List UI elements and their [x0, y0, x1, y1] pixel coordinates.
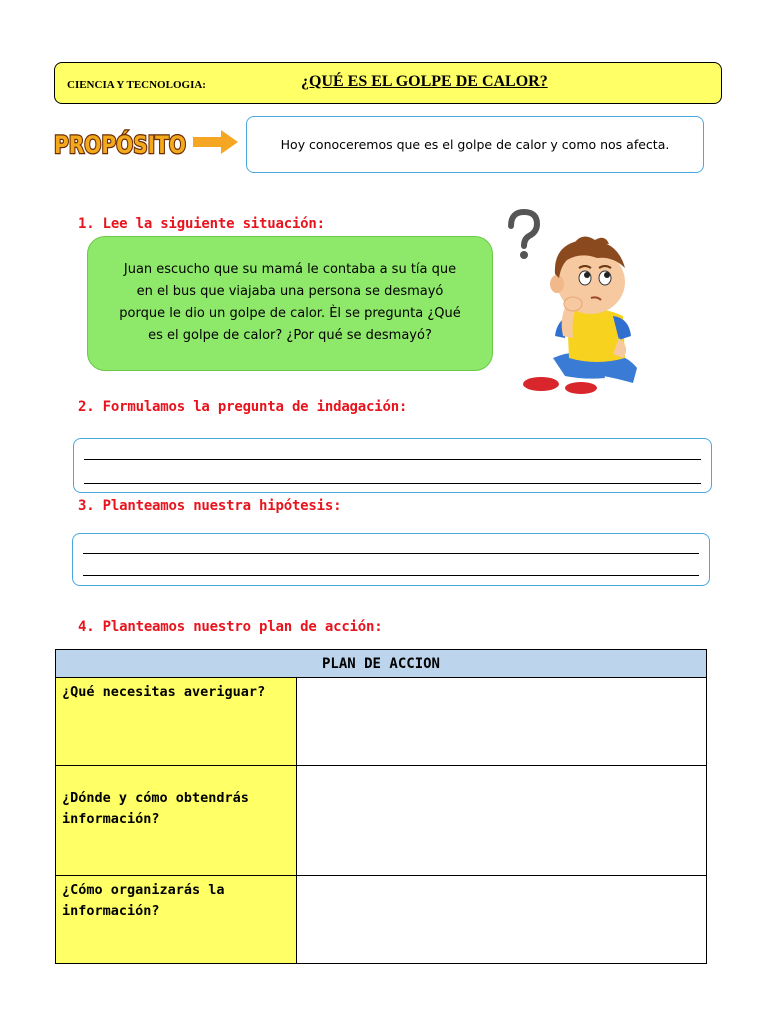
situation-line: porque le dio un golpe de calor. Èl se pregunta ¿Qué — [119, 306, 461, 321]
situation-box — [87, 236, 493, 371]
thinking-boy-illustration — [505, 208, 650, 398]
answer-line — [84, 459, 701, 460]
purpose-text: Hoy conoceremos que es el golpe de calor y como nos afecta. — [280, 137, 670, 152]
plan-table-header-row — [56, 650, 707, 678]
proposito-logo-text: PROPÓSITO — [54, 131, 212, 159]
plan-answer-cell[interactable] — [297, 766, 707, 876]
question-mark-icon — [511, 212, 537, 259]
header-box — [54, 62, 722, 104]
plan-answer-cell[interactable] — [297, 876, 707, 964]
answer-line — [83, 553, 699, 554]
section-1-heading: 1. Lee la siguiente situación: — [78, 216, 325, 232]
subject-label: CIENCIA Y TECNOLOGIA: — [67, 79, 206, 91]
arrow-right-icon — [193, 129, 239, 155]
plan-question: ¿Qué necesitas averiguar? — [56, 678, 297, 766]
table-row — [56, 876, 707, 964]
question-answer-box[interactable] — [73, 438, 712, 493]
answer-line — [83, 575, 699, 576]
plan-answer-cell[interactable] — [297, 678, 707, 766]
plan-question: ¿Cómo organizarás la información? — [56, 876, 297, 964]
hypothesis-answer-box[interactable] — [72, 533, 710, 586]
section-4-heading: 4. Planteamos nuestro plan de acción: — [78, 619, 383, 635]
plan-table-header: PLAN DE ACCION — [56, 650, 707, 678]
table-row — [56, 766, 707, 876]
situation-line: Juan escucho que su mamá le contaba a su tía que — [123, 262, 457, 277]
situation-line: es el golpe de calor? ¿Por qué se desmayó? — [148, 328, 432, 343]
purpose-box — [246, 116, 704, 173]
situation-line: en el bus que viajaba una persona se desmayó — [136, 284, 444, 299]
proposito-logo — [52, 122, 212, 162]
answer-line — [84, 483, 701, 484]
plan-table — [55, 649, 707, 964]
section-3-heading: 3. Planteamos nuestra hipótesis: — [78, 498, 342, 514]
page-title: ¿QUÉ ES EL GOLPE DE CALOR? — [301, 73, 548, 90]
plan-question: ¿Dónde y cómo obtendrás información? — [56, 766, 297, 876]
section-2-heading: 2. Formulamos la pregunta de indagación: — [78, 399, 408, 415]
table-row — [56, 678, 707, 766]
